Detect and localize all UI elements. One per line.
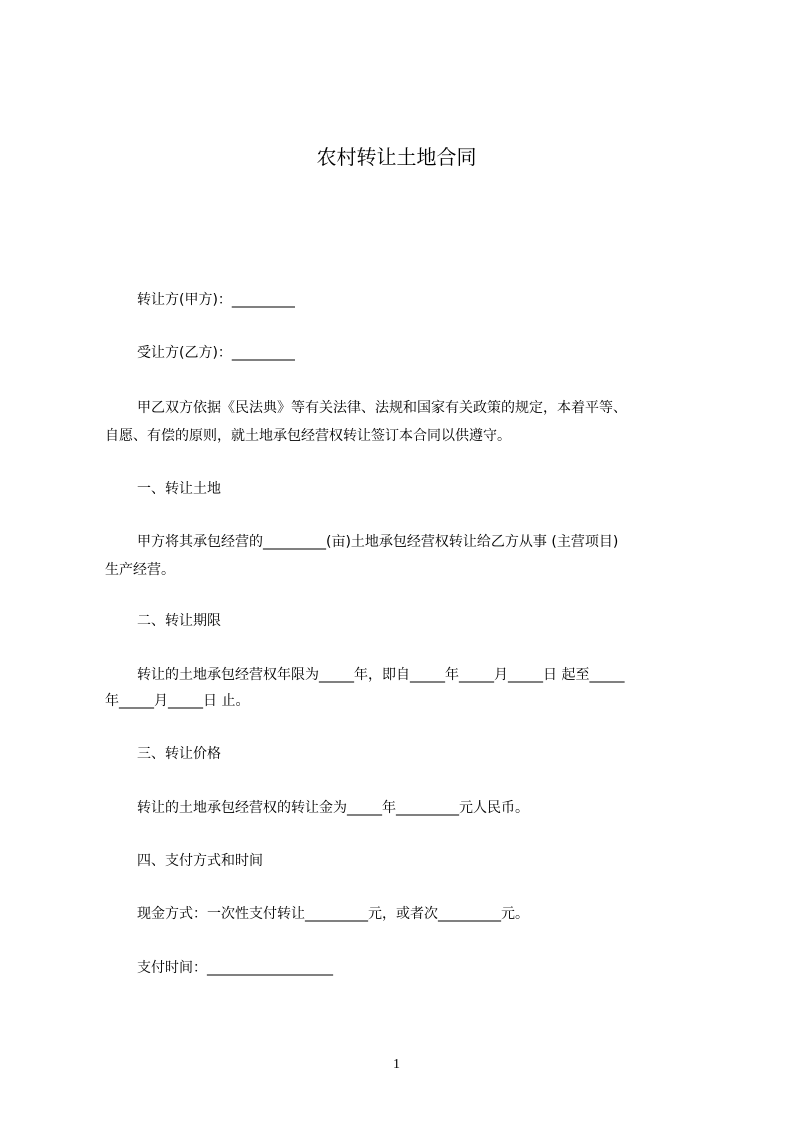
- document-title: 农村转让土地合同: [316, 145, 477, 169]
- section-3-heading: 三、转让价格: [137, 746, 221, 762]
- section-4-heading: 四、支付方式和时间: [137, 853, 263, 869]
- payment-time-line: 支付时间：__________________: [137, 960, 333, 976]
- cash-payment-line: 现金方式：一次性支付转让_________元，或者次_________元。: [137, 906, 529, 922]
- party-a-line: 转让方(甲方)：_________: [137, 292, 295, 308]
- section-1-text-1: 甲方将其承包经营的_________(亩)土地承包经营权转让给乙方从事 (主营项目): [137, 534, 619, 550]
- section-3-text: 转让的土地承包经营权的转让金为_____年_________元人民币。: [137, 800, 529, 816]
- section-1-text-2: 生产经营。: [105, 562, 175, 578]
- section-2-heading: 二、转让期限: [137, 613, 221, 629]
- party-b-line: 受让方(乙方)：_________: [137, 345, 295, 361]
- preamble-line-2: 自愿、有偿的原则，就土地承包经营权转让签订本合同以供遵守。: [105, 428, 511, 444]
- section-2-text-2: 年_____月_____日 止。: [105, 693, 250, 709]
- section-1-heading: 一、转让土地: [137, 481, 221, 497]
- preamble-line-1: 甲乙双方依据《民法典》等有关法律、法规和国家有关政策的规定，本着平等、: [137, 400, 627, 416]
- page-number: 1: [393, 1057, 400, 1072]
- section-2-text-1: 转让的土地承包经营权年限为_____年，即自_____年_____月_____日 起至_____: [137, 667, 625, 683]
